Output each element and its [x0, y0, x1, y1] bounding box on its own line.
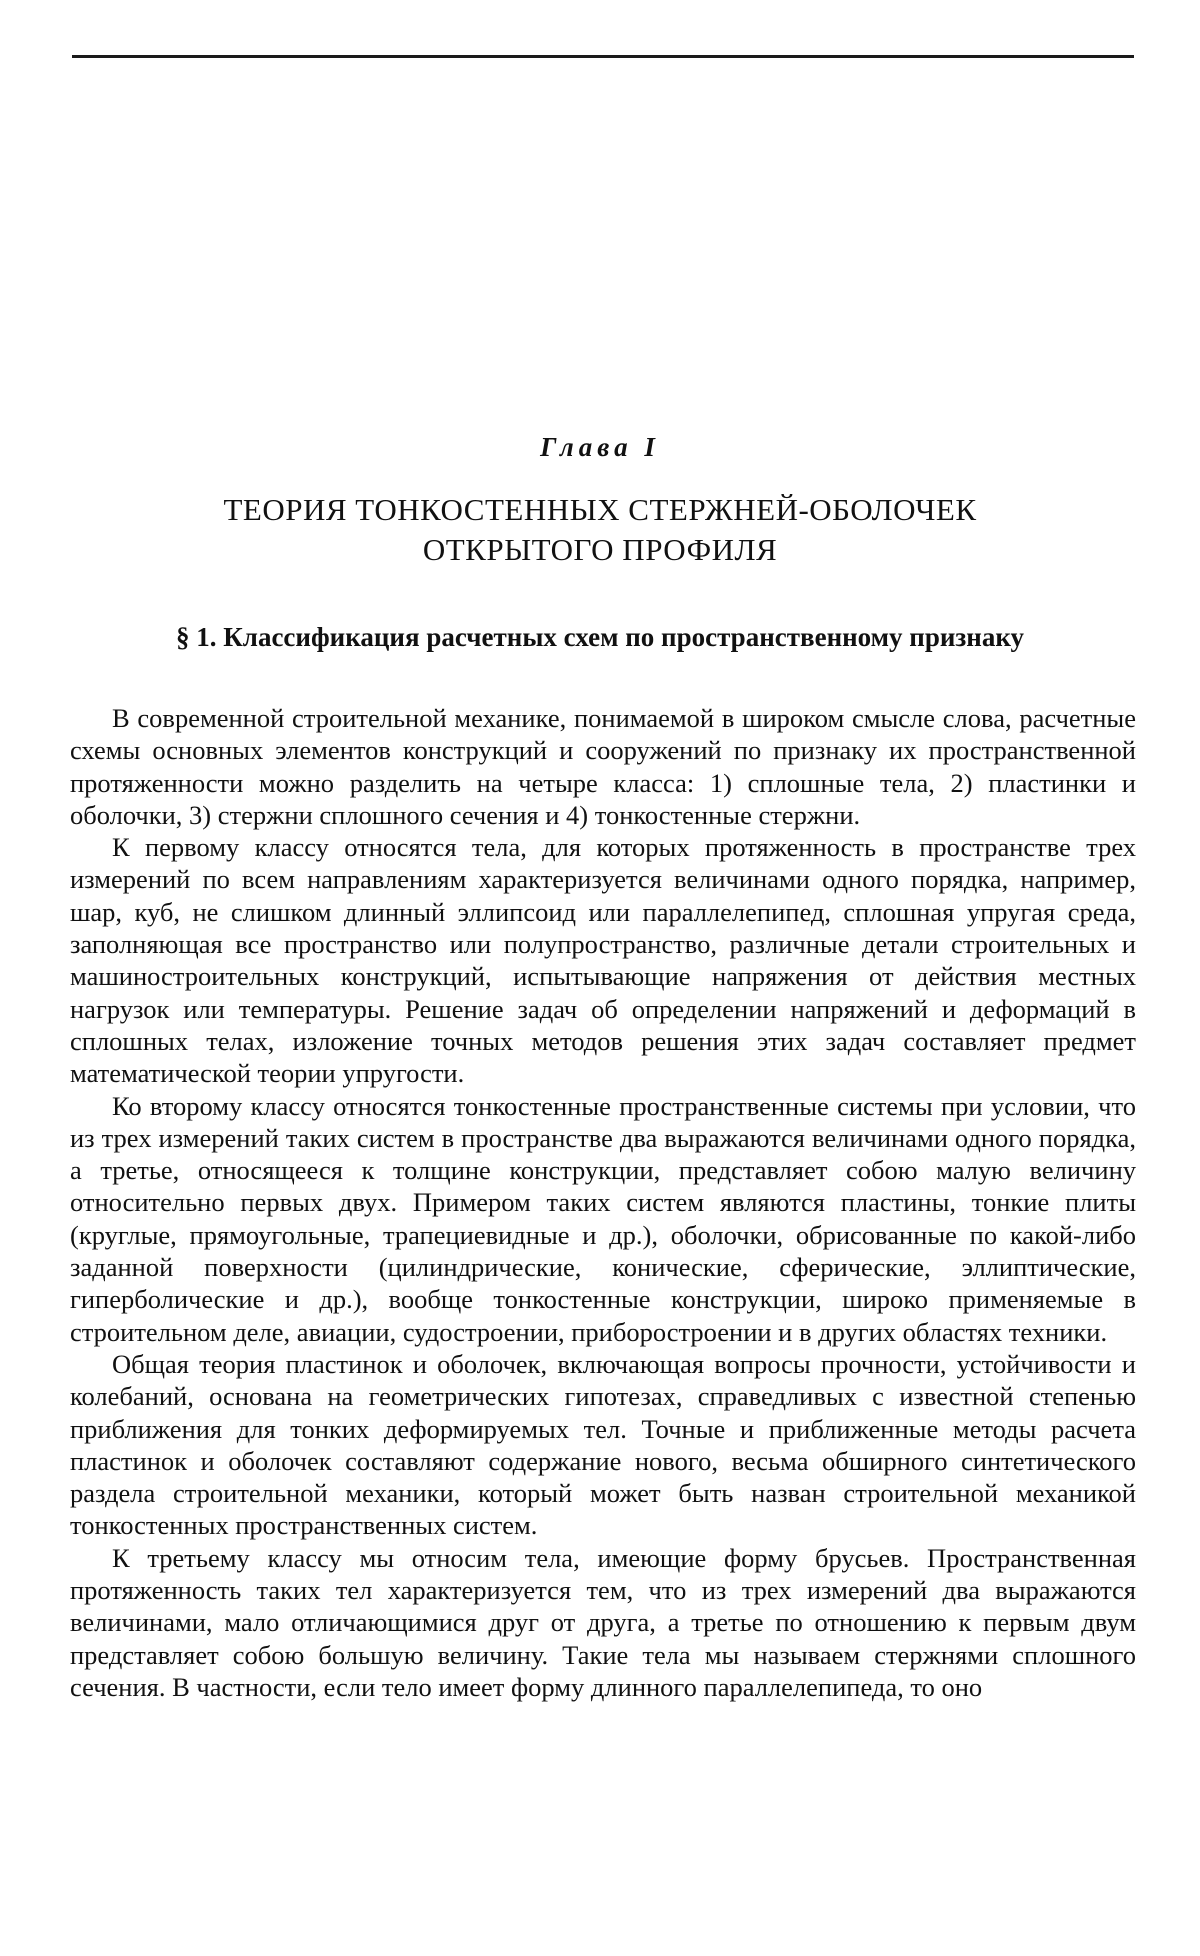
paragraph: К третьему классу мы относим тела, имеющие форму брусьев. Пространственная протяженность таких тел характеризуется тем, что из трех измерений два выражаются величинами, мало отличающимися друг от друга, а третье по отношению к первым двум представляет собою большую величину. Такие тела мы называем стержнями сплошного сечения. В частности, если тело имеет форму длинного параллелепипеда, то оно [70, 1542, 1136, 1702]
top-rule [72, 55, 1134, 58]
body-text [70, 702, 1136, 1703]
paragraph: Общая теория пластинок и оболочек, включающая вопросы прочности, устойчивости и колебаний, основана на геометрических гипотезах, справедливых с известной степенью приближения для тонких деформируемых тел. Точные и приближенные методы расчета пластинок и оболочек составляют содержание нового, весьма обширного синтетического раздела строительной механики, который может быть назван строительной механикой тонкостенных пространственных систем. [70, 1348, 1136, 1541]
paragraph: К первому классу относятся тела, для которых протяженность в пространстве трех измерений по всем направлениям характеризуется величинами одного порядка, например, шар, куб, не слишком длинный эллипсоид или параллелепипед, сплошная упругая среда, заполняющая все пространство или полупространство, различные детали строительных и машиностроительных конструкций, испытывающие напряжения от действия местных нагрузок или температуры. Решение задач об определении напряжений и деформаций в сплошных телах, изложение точных методов решения этих задач составляет предмет математической теории упругости. [70, 832, 1136, 1089]
section-title: § 1. Классификация расчетных схем по пространственному признаку [175, 622, 1025, 652]
paragraph: В современной строительной механике, понимаемой в широком смысле слова, расчетные схемы основных элементов конструкций и сооружений по признаку их пространственной протяженности можно разделить на четыре класса: 1) сплошные тела, 2) пластинки и оболочки, 3) стержни сплошного сечения и 4) тонкостенные стержни. [70, 703, 1136, 830]
paragraph: Ко второму классу относятся тонкостенные пространственные системы при условии, что из трех измерений таких систем в пространстве два выражаются величинами одного порядка, а третье, относящееся к толщине конструкции, представляет собою малую величину относительно первых двух. Примером таких систем являются пластины, тонкие плиты (круглые, прямоугольные, трапециевидные и др.), оболочки, обрисованные по какой-либо заданной поверхности (цилиндрические, конические, сферические, эллиптические, гиперболические и др.), вообще тонкостенные конструкции, широко применяемые в строительном деле, авиации, судостроении, приборостроении и в других областях техники. [70, 1090, 1136, 1347]
chapter-label: Глава I [540, 432, 660, 462]
chapter-title: ТЕОРИЯ ТОНКОСТЕННЫХ СТЕРЖНЕЙ-ОБОЛОЧЕК ОТКРЫТОГО ПРОФИЛЯ [223, 492, 977, 567]
